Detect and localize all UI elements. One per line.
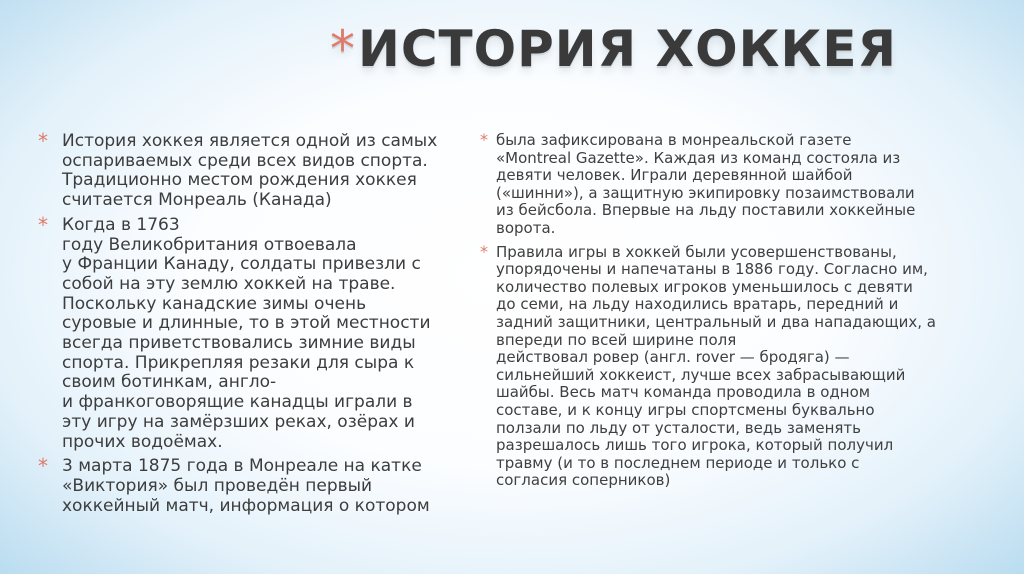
bullet-star-icon: * [38, 129, 48, 153]
title-star-icon: * [330, 20, 356, 78]
slide-title [330, 20, 897, 90]
bullet-star-icon: * [480, 241, 488, 261]
text-line: из бейсбола. Впервые на льду поставили хоккейные [496, 201, 916, 220]
text-line: собой на эту землю хоккей на траве. [62, 273, 396, 294]
text-line: составе, и к концу игры спортсмены буквально [496, 400, 875, 419]
text-line: суровые и длинные, то в этой местности [62, 313, 431, 334]
list-item [480, 241, 980, 490]
text-line: 3 марта 1875 года в Монреале на катке [62, 456, 422, 477]
text-line: «Виктория» был проведён первый [62, 475, 373, 496]
text-line: ворота. [496, 218, 556, 237]
text-line: была зафиксирована в монреальской газете [496, 131, 852, 149]
right-column [480, 132, 980, 496]
text-line: оспариваемых среди всех видов спорта. [62, 150, 428, 171]
text-line: («шинни»), а защитную экипировку позаимствовали [496, 183, 915, 202]
text-line: «Montreal Gazette». Каждая из команд состояла из [496, 148, 901, 167]
text-line: считается Монреаль (Канада) [62, 190, 332, 211]
text-line: История хоккея является одной из самых [62, 131, 438, 151]
text-line: спорта. Прикрепляя резаки для сыра к [62, 352, 415, 373]
text-line: до семи, на льду находились вратарь, передний и [496, 295, 899, 314]
text-line: эту игру на замёрзших реках, озёрах и [62, 411, 415, 432]
text-line: количество полевых игроков уменьшилось с девяти [496, 277, 913, 296]
text-line: и франкоговорящие канадцы играли в [62, 392, 413, 413]
text-line: своим ботинкам, англо- [62, 372, 277, 393]
text-line: согласия соперников) [496, 471, 671, 490]
text-line: прочих водоёмах. [62, 431, 223, 452]
text-line: сильнейший хоккеист, лучше всех забрасывающий [496, 365, 906, 384]
title-text: ИСТОРИЯ ХОККЕЯ [358, 20, 897, 78]
text-line: году Великобритания отвоевала [62, 234, 357, 255]
bullet-star-icon: * [38, 454, 48, 479]
text-line: впереди по всей ширине поля [496, 330, 737, 349]
text-line: упорядочены и напечатаны в 1886 году. Согласно им, [496, 260, 928, 279]
text-line: травму (и то в последнем периоде и только с [496, 453, 860, 472]
list-item [38, 129, 458, 211]
text-line: разрешалось лишь того игрока, который получил [496, 436, 894, 455]
text-line: ползали по льду от усталости, ведь заменять [496, 418, 861, 437]
text-line: шайбы. Весь матч команда проводила в одном [496, 383, 871, 402]
text-line: всегда приветствовались зимние виды [62, 333, 416, 354]
text-line: Поскольку канадские зимы очень [62, 293, 367, 314]
list-item [38, 454, 458, 516]
text-line: Традиционно местом рождения хоккея [62, 170, 417, 191]
text-line: Правила игры в хоккей были усовершенствованы, [496, 242, 897, 261]
list-item [480, 132, 980, 238]
text-line: девяти человек. Играли деревянной шайбой [496, 166, 853, 185]
text-line: действовал ровер (англ. rover — бродяга) — [496, 348, 850, 367]
text-line: хоккейный матч, информация о котором [62, 495, 430, 516]
bullet-star-icon: * [480, 130, 488, 149]
text-line: у Франции Канаду, солдаты привезли с [62, 254, 421, 275]
text-line: Когда в 1763 [62, 214, 180, 235]
text-line: задний защитники, центральный и два нападающих, а [496, 312, 936, 331]
list-item [38, 212, 458, 452]
left-column [38, 129, 458, 521]
bullet-star-icon: * [38, 212, 48, 237]
